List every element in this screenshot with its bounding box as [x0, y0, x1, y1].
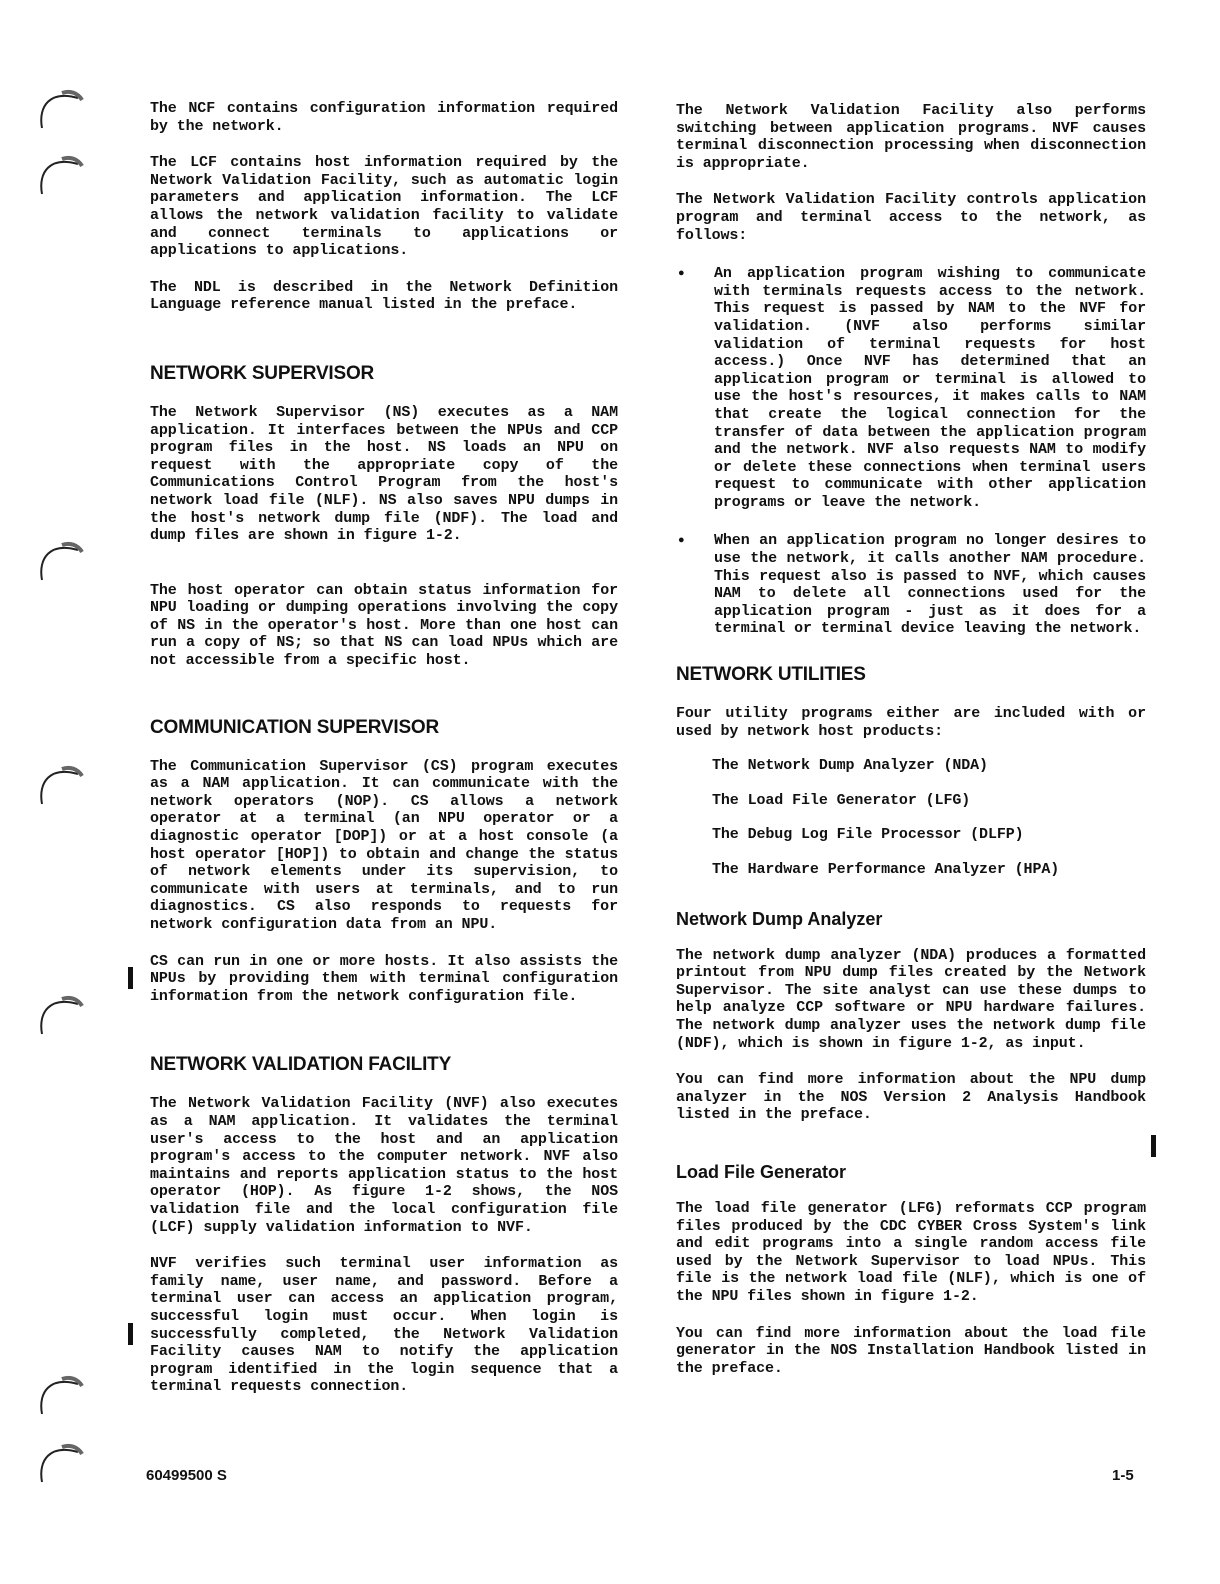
change-bar — [128, 967, 133, 989]
binder-hole-mark — [32, 84, 88, 130]
utility-list-item: The Hardware Performance Analyzer (HPA) — [712, 861, 1060, 878]
change-bar — [1151, 1135, 1156, 1157]
change-bar — [128, 1323, 133, 1345]
bullet-item: ● When an application program no longer desires to use the network, it calls another NAM procedure. This request also is passed to NVF, which causes NAM to delete all connections used for the application program - just as it does for a terminal or terminal device leaving the network. — [676, 532, 1146, 638]
section-heading-network-utilities: NETWORK UTILITIES — [676, 664, 866, 686]
paragraph-lfg-2: You can find more information about the load file generator in the NOS Installation Handbook listed in the preface. — [676, 1324, 1146, 1377]
paragraph-lcf: The LCF contains host information required by the Network Validation Facility, such as automatic login parameters and application information. The LCF allows the network validation facility to validate and connect terminals to applications or applications to applications. — [150, 154, 618, 260]
paragraph-nda-1: The network dump analyzer (NDA) produces a formatted printout from NPU dump files created by the Network Supervisor. The site analyst can use these dumps to help analyze CCP software or NPU hardware failures. The network dump analyzer uses the network dump file (NDF), which is shown in figure 1-2, as input. — [676, 946, 1146, 1052]
subsection-heading-load-file-generator: Load File Generator — [676, 1161, 847, 1182]
paragraph-ns-1: The Network Supervisor (NS) executes as a NAM application. It interfaces between the NPUs and CCP program files in the host. NS loads an NPU on request with the appropriate copy of the Communications Control Program from the host's network load file (NLF). NS also saves NPU dumps in the host's network dump file (NDF). The load and dump files are shown in figure 1-2. — [150, 403, 618, 545]
binder-hole-mark — [32, 150, 88, 196]
utility-list-item: The Load File Generator (LFG) — [712, 791, 971, 809]
paragraph-lfg-1: The load file generator (LFG) reformats CCP program files produced by the CDC CYBER Cross System's link and edit programs into a single random access file used by the Network Supervisor to load NPUs. This file is the network load file (NLF), which is one of the NPU files shown in figure 1-2. — [676, 1199, 1146, 1305]
binder-hole-mark — [32, 990, 88, 1036]
section-heading-communication-supervisor: COMMUNICATION SUPERVISOR — [150, 716, 440, 738]
paragraph-cs-2: CS can run in one or more hosts. It also assists the NPUs by providing them with terminal configuration information from the network configuration file. — [150, 952, 618, 1005]
paragraph-utilities-intro: Four utility programs either are included with or used by network host products: — [676, 705, 1146, 740]
binder-hole-mark — [32, 760, 88, 806]
paragraph-nvf-4: The Network Validation Facility controls application program and terminal access to the network, as follows: — [676, 191, 1146, 244]
subsection-heading-network-dump-analyzer: Network Dump Analyzer — [676, 908, 883, 929]
right-column — [676, 96, 1146, 1377]
paragraph-nvf-3: The Network Validation Facility also performs switching between application programs. NVF causes terminal disconnection processing when disconnection is appropriate. — [676, 102, 1146, 172]
document-number: 60499500 S — [146, 1467, 227, 1484]
paragraph-nvf-2: NVF verifies such terminal user information as family name, user name, and password. Before a terminal user can access an application program, successful login must occur. When login is successfully completed, the Network Validation Facility causes NAM to notify the application program identified in the login sequence that a terminal requests connection. — [150, 1255, 618, 1396]
paragraph-ncf: The NCF contains configuration information required by the network. — [150, 100, 618, 135]
binder-hole-mark — [32, 1438, 88, 1484]
binder-hole-mark — [32, 536, 88, 582]
utility-list-item: The Debug Log File Processor (DLFP) — [712, 826, 1024, 844]
paragraph-cs-1: The Communication Supervisor (CS) program executes as a NAM application. It can communicate with the network operators (NOP). CS allows a network operator at a terminal (an NPU operator or a diagnostic operator [DOP]) or at a host console (a host operator [HOP]) to obtain and change the status of network elements under its supervision, to communicate with users at terminals, and to run diagnostics. CS also responds to requests for network configuration data from an NPU. — [150, 757, 618, 933]
paragraph-nda-2: You can find more information about the NPU dump analyzer in the NOS Version 2 Analysis Handbook listed in the preface. — [676, 1071, 1146, 1124]
bullet-item: ● An application program wishing to communicate with terminals requests access to the network. This request is passed by NAM to the NVF for validation. (NVF also performs similar validation of terminal requests for host access.) Once NVF has determined that an application program or terminal is allowed to use the host's resources, it makes calls to NAM that create the logical connection for the transfer of data between the application program and the network. NVF also requests NAM to modify or delete these connections when terminal users request to communicate with other application programs or leave the network. — [676, 265, 1146, 511]
section-heading-network-supervisor: NETWORK SUPERVISOR — [150, 362, 375, 384]
left-column — [150, 96, 618, 1396]
page-number: 1-5 — [1112, 1467, 1134, 1484]
section-heading-network-validation-facility: NETWORK VALIDATION FACILITY — [150, 1054, 452, 1076]
paragraph-ns-2: The host operator can obtain status information for NPU loading or dumping operations involving the copy of NS in the operator's host. More than one host can run a copy of NS; so that NS can load NPUs which are not accessible from a specific host. — [150, 581, 618, 670]
utility-list-item: The Network Dump Analyzer (NDA) — [712, 757, 988, 775]
paragraph-nvf-1: The Network Validation Facility (NVF) also executes as a NAM application. It validates the terminal user's access to the host and an application program's access to the computer network. NVF also maintains and reports application status to the host operator (HOP). As figure 1-2 shows, the NOS validation file and the local configuration file (LCF) supply validation information to NVF. — [150, 1095, 618, 1236]
paragraph-ndl: The NDL is described in the Network Definition Language reference manual listed in the preface. — [150, 278, 618, 314]
binder-hole-mark — [32, 1370, 88, 1416]
